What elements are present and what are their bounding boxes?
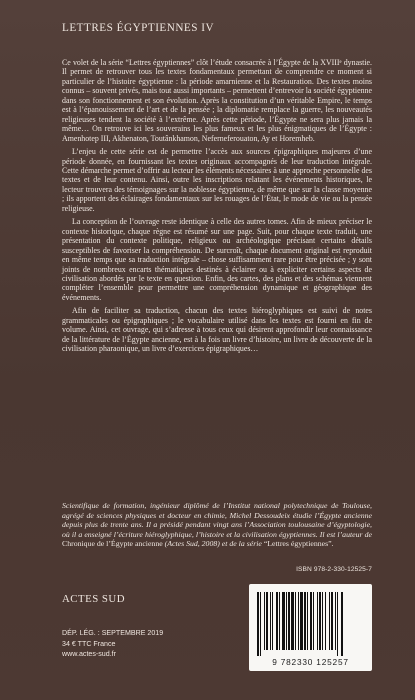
author-bio-intro: Scientifique de formation, ingénieur diplômé de l’Institut national polytechnique de Toulouse, agrégé de sciences physiques et docteur en chimie, Michel Dessoudeix étudie l’Égypte ancienne depuis plus de trente ans. Il a présidé pendant vingt ans l’Association toulousaine d’égyptologie, où il a enseigné l’écriture hiéroglyphique, l’histoire et la civilisation égyptiennes. Il est l’auteur de [62, 501, 372, 539]
isbn: ISBN 978-2-330-12525-7 [296, 566, 372, 573]
barcode-icon [257, 592, 364, 656]
cover-content [62, 0, 372, 700]
legal-deposit: DÉP. LÉG. : SEPTEMBRE 2019 [62, 629, 164, 637]
summary-paragraph: La conception de l’ouvrage reste identique à celle des autres tomes. Afin de mieux préciser le contexte historique, chaque règne est résumé sur une page. Suit, pour chaque texte traduit, une présentation du contexte politique, religieux ou archéologique précisant certains détails susceptibles de favoriser la compréhension. De surcroît, chaque document original est reproduit en même temps que sa traduction intégrale – chose suffisamment rare pour être précisée ; y sont joints de nombreux encarts thématiques destinés à éclairer ou à expliciter certains aspects de civilisation abordés par le texte en question. Enfin, des cartes, des plans et des schémas viennent compléter l’ensemble pour permettre une compréhension dynamique et géographique des événements. [62, 217, 372, 302]
summary-text [62, 58, 372, 358]
legal-info [62, 628, 163, 660]
publisher-website: www.actes-sud.fr [62, 650, 117, 659]
summary-paragraph: L’enjeu de cette série est de permettre l’accès aux sources épigraphiques majeures d’une période donnée, en fournissant les textes originaux accompagnés de leur traduction intégrale. Cette démarche permet d’offrir au lecteur les éléments nécessaires à une approche personnelle des textes et de leur contenu. Ainsi, outre les inscriptions relatant les événements historiques, le lecteur trouvera des témoignages sur la noblesse égyptienne, de même que sur la classe moyenne ; ils apportent des éclairages fondamentaux sur les rouages de l’État, le mode de vie ou la pensée religieuse. [62, 147, 372, 213]
summary-paragraph: Afin de faciliter sa traduction, chacun des textes hiéroglyphiques est suivi de notes grammaticales ou épigraphiques ; le vocabulaire utilisé dans les textes est fourni en fin de volume. Ainsi, cet ouvrage, qui s’adresse à tous ceux qui désirent approfondir leur connaissance de la littérature de l’Égypte ancienne, est à la fois un livre d’histoire, un livre de découverte de la civilisation pharaonique, un livre d’exercices épigraphiques… [62, 306, 372, 354]
series-title: LETTRES ÉGYPTIENNES IV [62, 22, 215, 34]
author-bio-work-title: Chronique de l’Égypte ancienne [62, 539, 163, 548]
author-bio [62, 501, 372, 549]
barcode-card [249, 584, 372, 671]
author-bio-end: . [331, 539, 334, 548]
barcode-digits: 9 782330 125257 [272, 656, 349, 667]
summary-paragraph: Ce volet de la série “Lettres égyptiennes” clôt l’étude consacrée à l’Égypte de la XVIIIᵉ dynastie. Il permet de retrouver tous les textes fondamentaux permettant de comprendre ce moment si particulier de l’histoire égyptienne : la période amarnienne et la Restauration. Des textes moins connus – souvent privés, mais tout aussi importants – permettent d’entrevoir la société égyptienne dans son fonctionnement et son évolution. Après la constitution d’un véritable Empire, le temps est à l’épanouissement de l’art et de la pensée ; la diplomatie remplace la guerre, les nouveautés religieuses tendent la société à l’extrême. Après cette période, l’Égypte ne sera plus jamais la même… On retrouve ici les souverains les plus fameux et les plus énigmatiques de l’Égypte : Amenhotep III, Akhenaton, Toutânkhamon, Neferneferouaton, Ay et Horemheb. [62, 58, 372, 143]
author-bio-middle: (Actes Sud, 2008) et de la série [162, 539, 264, 548]
author-bio-series-name: “Lettres égyptiennes” [263, 539, 332, 548]
price: 34 € TTC France [62, 639, 116, 648]
publisher-name: ACTES SUD [62, 593, 125, 605]
